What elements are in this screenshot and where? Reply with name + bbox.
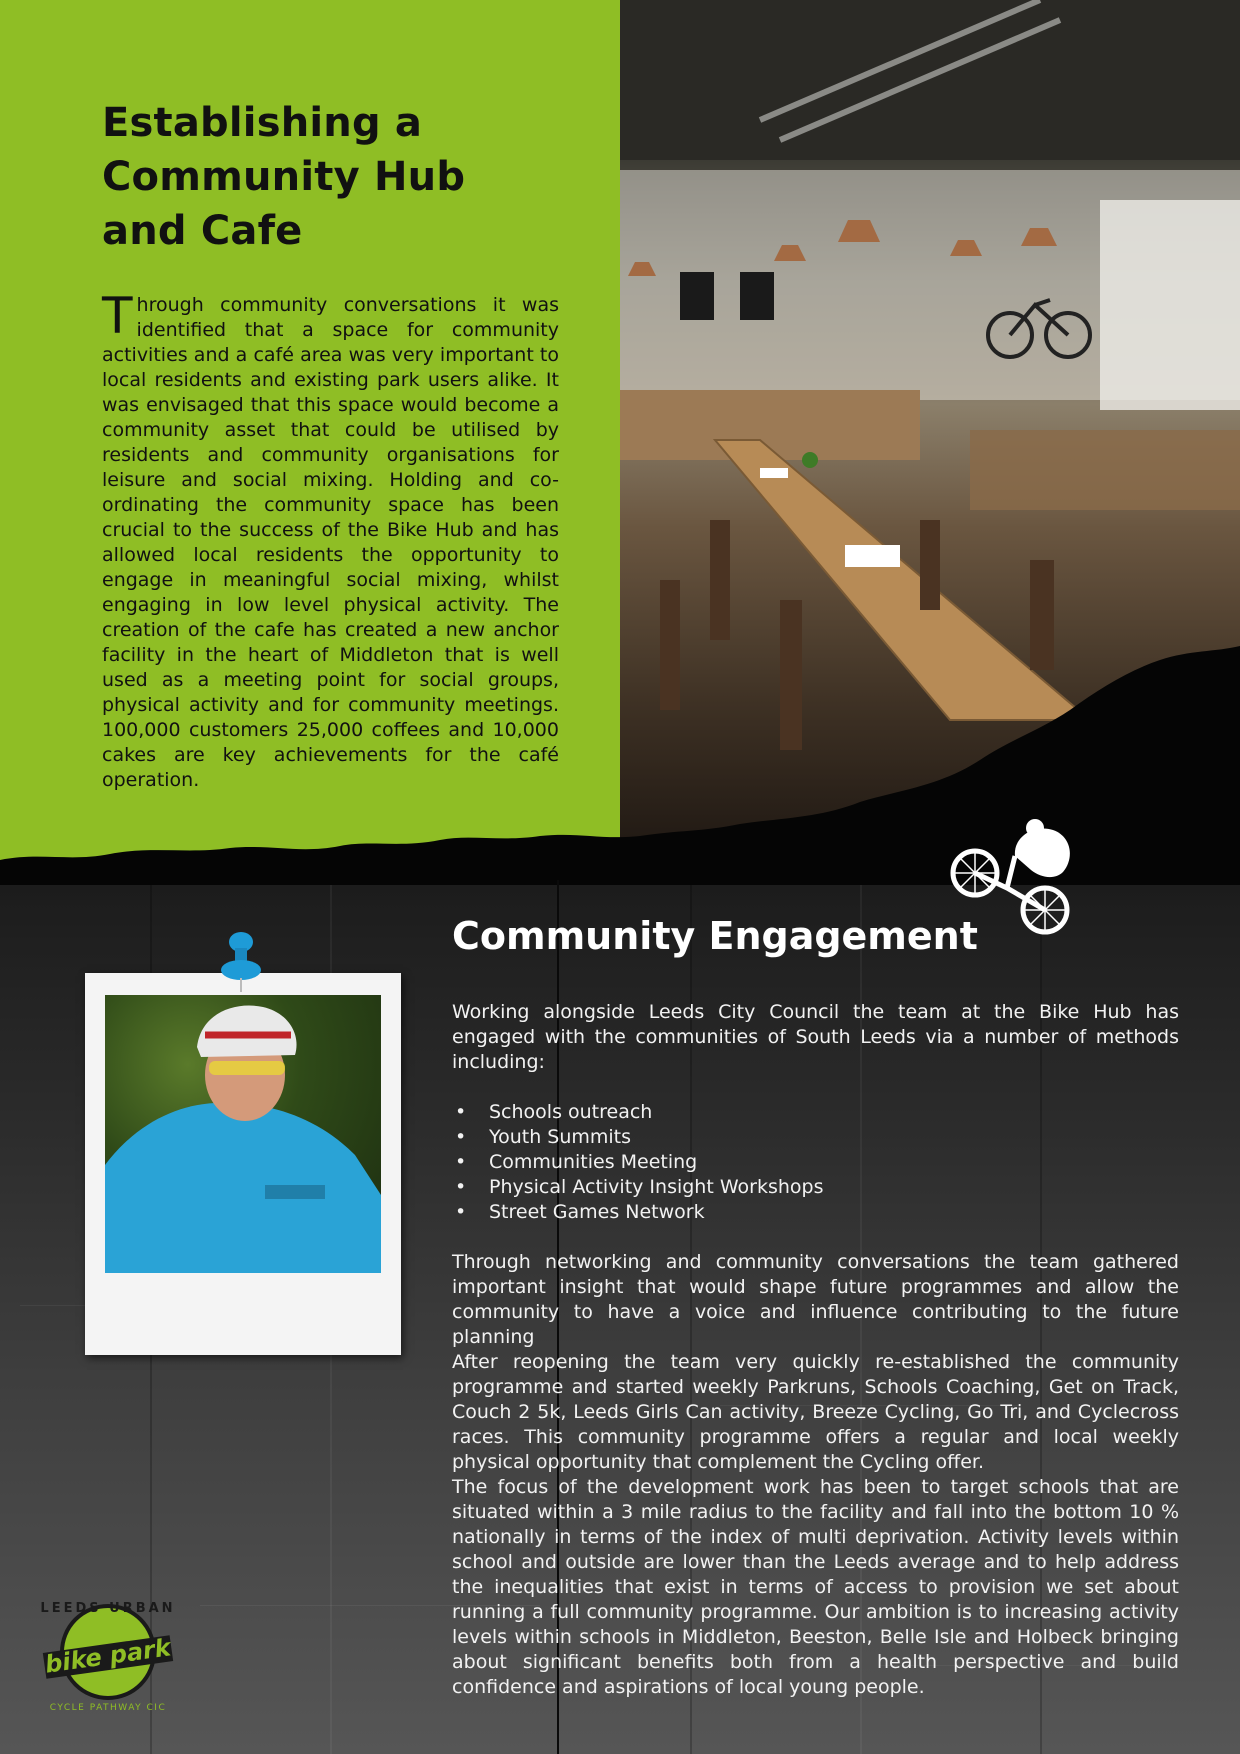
svg-text:LEEDS URBAN: LEEDS URBAN xyxy=(40,1601,176,1616)
pushpin-icon xyxy=(218,930,264,994)
svg-text:bike park: bike park xyxy=(43,1633,173,1679)
engagement-paragraph-1: Through networking and community conversations the team gathered important insight that would shape future programmes and allow the community to have a voice and influence contributing to the future planning xyxy=(452,1251,1179,1348)
engagement-method-item: • Street Games Network xyxy=(489,1200,1179,1225)
cyclist-portrait-photo xyxy=(105,995,381,1273)
engagement-intro: Working alongside Leeds City Council the team at the Bike Hub has engaged with the communities of South Leeds via a number of methods including: xyxy=(452,1001,1179,1073)
polaroid-photo-frame xyxy=(85,973,401,1355)
leeds-urban-bike-park-logo xyxy=(38,1582,178,1722)
engagement-method-item: • Physical Activity Insight Workshops xyxy=(489,1175,1179,1200)
engagement-methods-list xyxy=(452,1100,1179,1225)
hub-body-text: Through community conversations it was identified that a space for community activities and a café area was very important to local residents and existing park users alike. It was envisaged that this space would become a community asset that could be utilised by residents and community organisations for leisure and social mixing. Holding and co-ordinating the community space has been crucial to the success of the Bike Hub and has allowed local residents the opportunity to engage in meaningful social mixing, whilst engaging in low level physical activity. The creation of the cafe has created a new anchor facility in the heart of Middleton that is well used as a meeting point for social groups, physical activity and for community meetings. 100,000 customers 25,000 coffees and 10,000 cakes are key achievements for the café operation. xyxy=(102,287,559,791)
svg-text:CYCLE PATHWAY CIC: CYCLE PATHWAY CIC xyxy=(49,1703,167,1713)
hub-title xyxy=(102,96,582,258)
engagement-paragraph-3: The focus of the development work has been to target schools that are situated within a 3 mile radius to the facility and fall into the bottom 10 % nationally in terms of the index of multi deprivation. Activity levels within school and outside are lower than the Leeds average and to help address the inequalities that exist in terms of access to provision we set about running a full community programme. Our ambition is to increasing activity levels within schools in Middleton, Beeston, Belle Isle and Holbeck bringing about significant benefits both from a health perspective and build confidence and aspirations of local young people. xyxy=(452,1476,1179,1698)
engagement-method-item: • Communities Meeting xyxy=(489,1150,1179,1175)
engagement-title: Community Engagement xyxy=(452,914,978,958)
hub-title-line-1: Establishing a xyxy=(102,100,423,146)
hub-title-line-3: and Cafe xyxy=(102,208,303,254)
cyclist-illustration xyxy=(105,995,381,1273)
engagement-method-item: • Schools outreach xyxy=(489,1100,1179,1125)
hub-title-line-2: Community Hub xyxy=(102,154,466,200)
engagement-paragraph-2: After reopening the team very quickly re-established the community programme and started weekly Parkruns, Schools Coaching, Get on Track, Couch 2 5k, Leeds Girls Can activity, Breeze Cycling, Go Tri, and Cyclecross races. This community programme offers a regular and local weekly physical opportunity that complement the Cycling offer. xyxy=(452,1351,1179,1473)
engagement-method-item: • Youth Summits xyxy=(489,1125,1179,1150)
engagement-text xyxy=(452,1000,1179,1700)
